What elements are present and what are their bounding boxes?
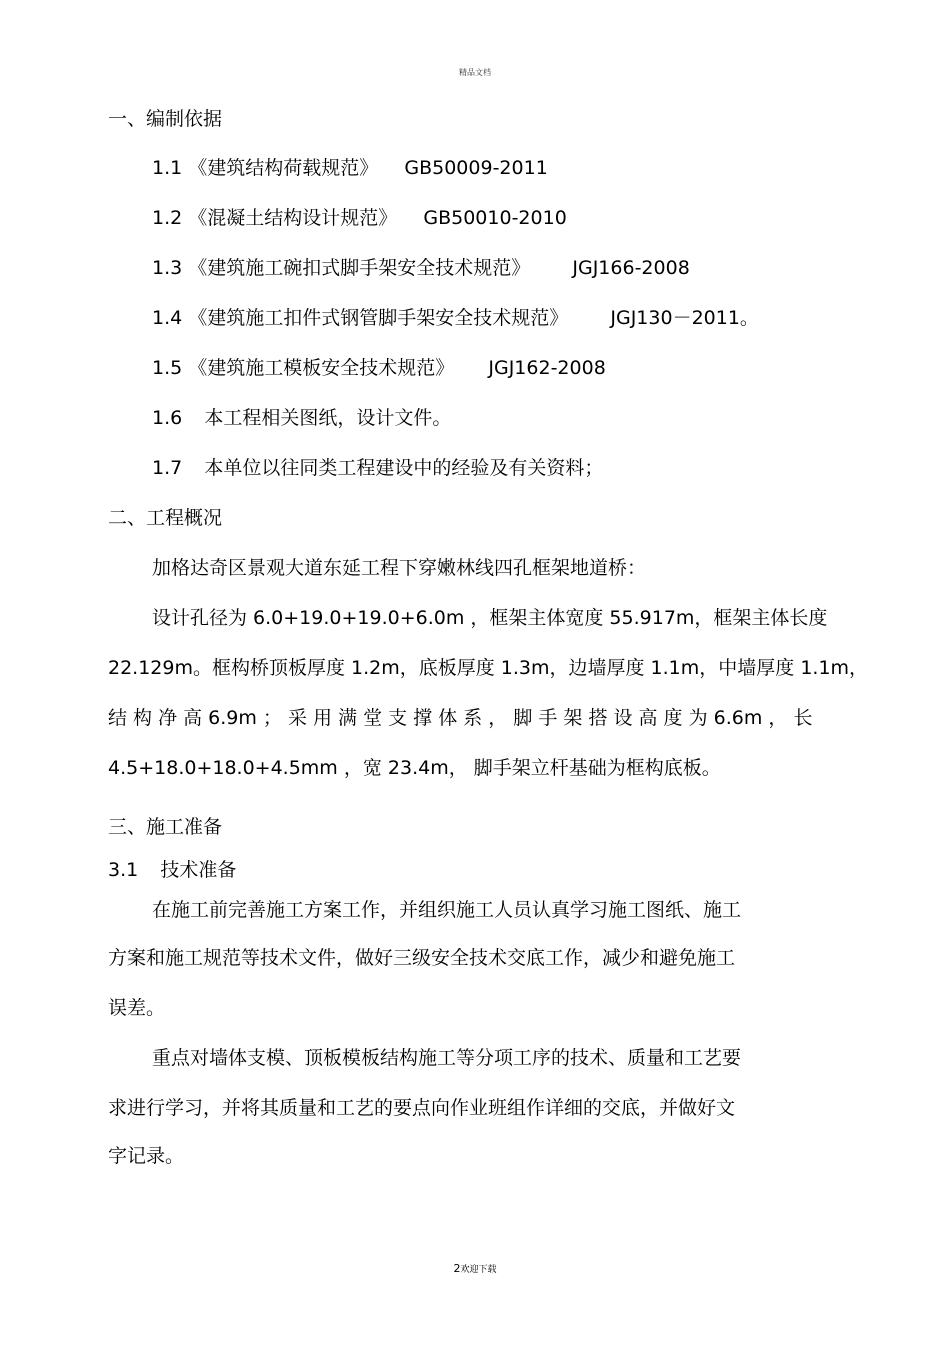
subsection-3-1: [108, 858, 236, 882]
reference-number: 1.1: [152, 157, 183, 179]
item-1-7: [152, 456, 603, 480]
page-number: 2: [453, 1262, 461, 1275]
reference-title: 《混凝土结构设计规范》: [188, 207, 398, 229]
reference-title: 《建筑结构荷载规范》: [188, 157, 379, 179]
reference-item-1-1: [152, 156, 548, 180]
reference-title: 《建筑施工模板安全技术规范》: [188, 357, 455, 379]
reference-code: GB50010-2010: [423, 207, 567, 229]
subsection-title: 技术准备: [160, 859, 237, 881]
page-header: 精品文档: [459, 68, 491, 77]
reference-item-1-3: [152, 256, 690, 280]
item-text: 本工程相关图纸，设计文件。: [204, 407, 452, 429]
overview-paragraph-2-line-4: 4.5+18.0+18.0+4.5mm ，宽 23.4m， 脚手架立杆基础为框构底板。: [108, 757, 721, 779]
prep-paragraph-2-line-3: 字记录。: [108, 1145, 185, 1167]
section-1-title: 一、编制依据: [108, 108, 223, 130]
reference-code: GB50009-2011: [404, 157, 548, 179]
reference-number: 1.2: [152, 207, 183, 229]
reference-number: 1.5: [152, 357, 183, 379]
overview-paragraph-2-line-2: 22.129m。框构桥顶板厚度 1.2m，底板厚度 1.3m，边墙厚度 1.1m，中墙厚度 1.1m，: [108, 657, 869, 679]
prep-paragraph-1-line-3: 误差。: [108, 997, 166, 1019]
reference-title: 《建筑施工扣件式钢管脚手架安全技术规范》: [188, 307, 569, 329]
reference-number: 1.3: [152, 257, 183, 279]
item-number: 1.7: [152, 457, 183, 479]
item-text: 本单位以往同类工程建设中的经验及有关资料；: [204, 457, 604, 479]
overview-paragraph-1: 加格达奇区景观大道东延工程下穿嫩林线四孔框架地道桥：: [152, 557, 647, 579]
prep-paragraph-2-line-2: 求进行学习，并将其质量和工艺的要点向作业班组作详细的交底，并做好文: [108, 1097, 736, 1119]
overview-paragraph-2-line-3: 结 构 净 高 6.9m ； 采 用 满 堂 支 撑 体 系 ， 脚 手 架 搭 设 高 度 为 6.6m ， 长: [108, 707, 813, 729]
section-3-title: 三、施工准备: [108, 816, 223, 838]
overview-paragraph-2-line-1: 设计孔径为 6.0+19.0+19.0+6.0m ，框架主体宽度 55.917m，框架主体长度: [152, 607, 828, 629]
reference-number: 1.4: [152, 307, 183, 329]
footer-text: 欢迎下载: [460, 1265, 497, 1275]
prep-paragraph-1-line-2: 方案和施工规范等技术文件，做好三级安全技术交底工作，减少和避免施工: [108, 947, 736, 969]
section-2-title: 二、工程概况: [108, 507, 223, 529]
reference-item-1-2: [152, 206, 567, 230]
prep-paragraph-2-line-1: 重点对墙体支模、顶板模板结构施工等分项工序的技术、质量和工艺要: [152, 1047, 742, 1069]
reference-item-1-5: [152, 356, 606, 380]
reference-code: JGJ162-2008: [488, 357, 606, 379]
item-number: 1.6: [152, 407, 183, 429]
reference-code: JGJ130－2011。: [610, 307, 759, 329]
page-footer: [0, 1262, 950, 1275]
subsection-number: 3.1: [108, 859, 139, 881]
reference-title: 《建筑施工碗扣式脚手架安全技术规范》: [188, 257, 531, 279]
prep-paragraph-1-line-1: 在施工前完善施工方案工作，并组织施工人员认真学习施工图纸、施工: [152, 899, 742, 921]
item-1-6: [152, 406, 451, 430]
reference-item-1-4: [152, 306, 759, 330]
reference-code: JGJ166-2008: [572, 257, 690, 279]
